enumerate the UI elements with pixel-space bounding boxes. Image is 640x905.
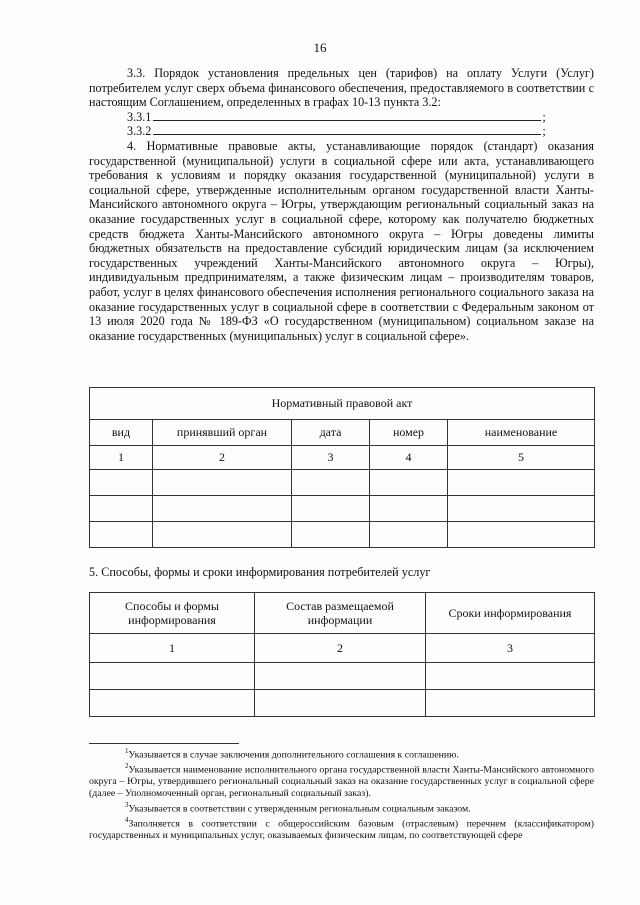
footnote-text: Указывается в случае заключения дополнительного соглашения к соглашению. [128,749,459,761]
footnote-separator [89,743,239,744]
blank-rule [153,110,541,121]
column-number: 1 [90,446,153,470]
normative-acts-table [89,387,595,548]
footnote [89,761,594,800]
table-row [90,663,595,690]
column-header: вид [90,420,153,446]
blank-label-3-3-1: 3.3.1 [127,109,152,124]
informing-methods-table [89,592,595,717]
table-row [90,522,595,548]
paragraph-4: 4. Нормативные правовые акты, устанавливающие порядок (стандарт) оказания государственной (муниципальной) услуги в социальной сфере или акта, устанавливающего требования к условиям и порядку оказания государственной (муниципальной) услуги в социальной сфере, утвержденные исполнительным органом государственной власти Ханты-Мансийского автономного округа – Югры, утверждающим региональный социальный заказ на оказание государственных услуг в социальной сфере, которому как получателю бюджетных средств бюджета Ханты-Мансийского автономного округа – Югры доведены лимиты бюджетных обязательств на предоставление субсидий юридическим лицам (за исключением государственных учреждений Ханты-Мансийского автономного округа – Югры), индивидуальным предпринимателям, а также физическим лицам – производителям товаров, работ, услуг в целях финансового обеспечения исполнения регионального социального заказа на оказание государственных услуг в социальной сфере в соответствии с Федеральным законом от 13 июля 2020 года № 189-ФЗ «О государственном (муниципальном) социальном заказе на оказание государственных (муниципальных) услуг в социальной сфере». [89,138,594,343]
footnote-mark: 2 [125,762,129,771]
column-header: Сроки информирования [426,593,595,634]
footnote-mark: 3 [125,800,129,809]
blank-line-3-3-1 [89,110,594,125]
column-number: 3 [426,634,595,663]
semicolon: ; [542,109,546,124]
column-number: 1 [90,634,255,663]
body-text [89,66,594,343]
footnote-mark: 1 [125,747,129,755]
column-number: 3 [292,446,370,470]
table-row [90,690,595,717]
table-header: Нормативный правовой акт [90,388,595,420]
semicolon: ; [542,124,546,139]
column-header: принявший орган [153,420,292,446]
paragraph-3-3: 3.3. Порядок установления предельных цен (тарифов) на оплату Услуги (Услуг) потребителем услуг сверх объема финансового обеспечения, предоставляемого в соответствии с настоящим Соглашением, определенных в графах 10-13 пункта 3.2: [89,66,594,110]
column-header: наименование [448,420,595,446]
footnote-mark: 4 [125,815,129,824]
column-header: Способы и формы информирования [90,593,255,634]
table-row [90,496,595,522]
footnotes [89,746,594,842]
column-number: 5 [448,446,595,470]
blank-label-3-3-2: 3.3.2 [127,124,152,139]
table-row [90,470,595,496]
page-number: 16 [313,40,327,55]
column-number: 2 [255,634,426,663]
footnote-text: Заполняется в соответствии с общероссийским базовым (отраслевым) перечнем (классификатором) государственных и муниципальных услуг, оказываемых физическим лицам, по соответствующей сфере [89,818,594,841]
footnote [89,815,594,842]
column-header: Состав размещаемой информации [255,593,426,634]
blank-line-3-3-2 [89,124,594,139]
column-number: 2 [153,446,292,470]
footnote [89,746,594,761]
column-header: дата [292,420,370,446]
section-5-title: 5. Способы, формы и сроки информирования потребителей услуг [89,565,431,579]
footnote-text: Указывается в соответствии с утвержденным региональным социальным заказом. [128,802,471,814]
footnote [89,800,594,815]
footnote-text: Указывается наименование исполнительного органа государственной власти Ханты-Мансийского автономного округа – Югры, утвердившего региональный социальный заказ на оказание государственных услуг в социальной сфере (далее – Уполномоченный орган, региональный социальный заказ). [89,764,594,799]
column-header: номер [370,420,448,446]
blank-rule [153,124,541,135]
column-number: 4 [370,446,448,470]
